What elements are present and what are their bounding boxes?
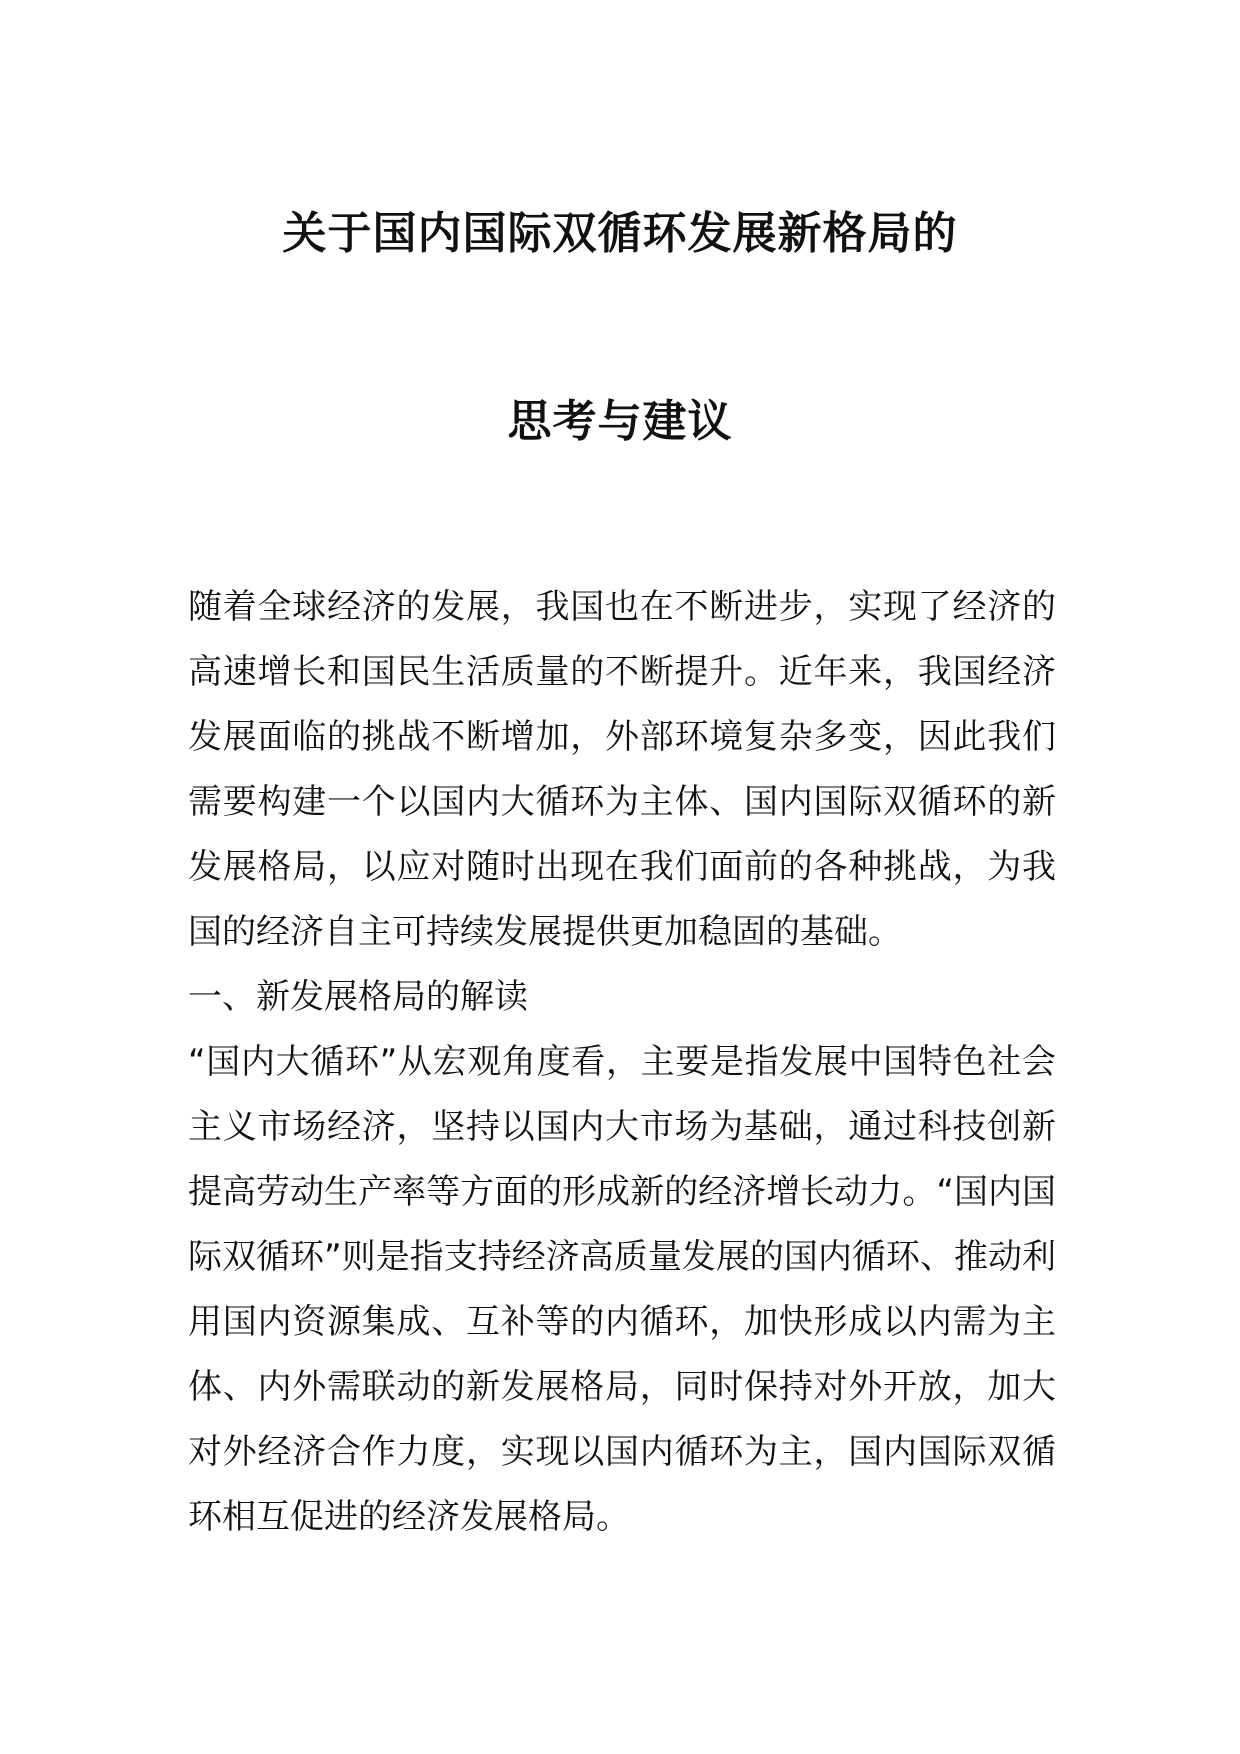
section-heading-1: 一、新发展格局的解读 xyxy=(188,977,528,1017)
document-body xyxy=(188,575,1056,1550)
paragraph-intro: 随着全球经济的发展，我国也在不断进步，实现了经济的高速增长和国民生活质量的不断提升。近年来，我国经济发展面临的挑战不断增加，外部环境复杂多变，因此我们需要构建一个以国内大循环为主体、国内国际双循环的新发展格局，以应对随时出现在我们面前的各种挑战，为我国的经济自主可持续发展提供更加稳固的基础。 xyxy=(188,587,1056,952)
title-line-2: 思考与建议 xyxy=(507,396,733,447)
paragraph-section-1: “国内大循环”从宏观角度看，主要是指发展中国特色社会主义市场经济，坚持以国内大市场为基础，通过科技创新提高劳动生产率等方面的形成新的经济增长动力。“国内国际双循环”则是指支持经济高质量发展的国内循环、推动利用国内资源集成、互补等的内循环，加快形成以内需为主体、内外需联动的新发展格局，同时保持对外开放，加大对外经济合作力度，实现以国内循环为主，国内国际双循环相互促进的经济发展格局。 xyxy=(188,1042,1056,1537)
title-line-1: 关于国内国际双循环发展新格局的 xyxy=(282,208,958,259)
